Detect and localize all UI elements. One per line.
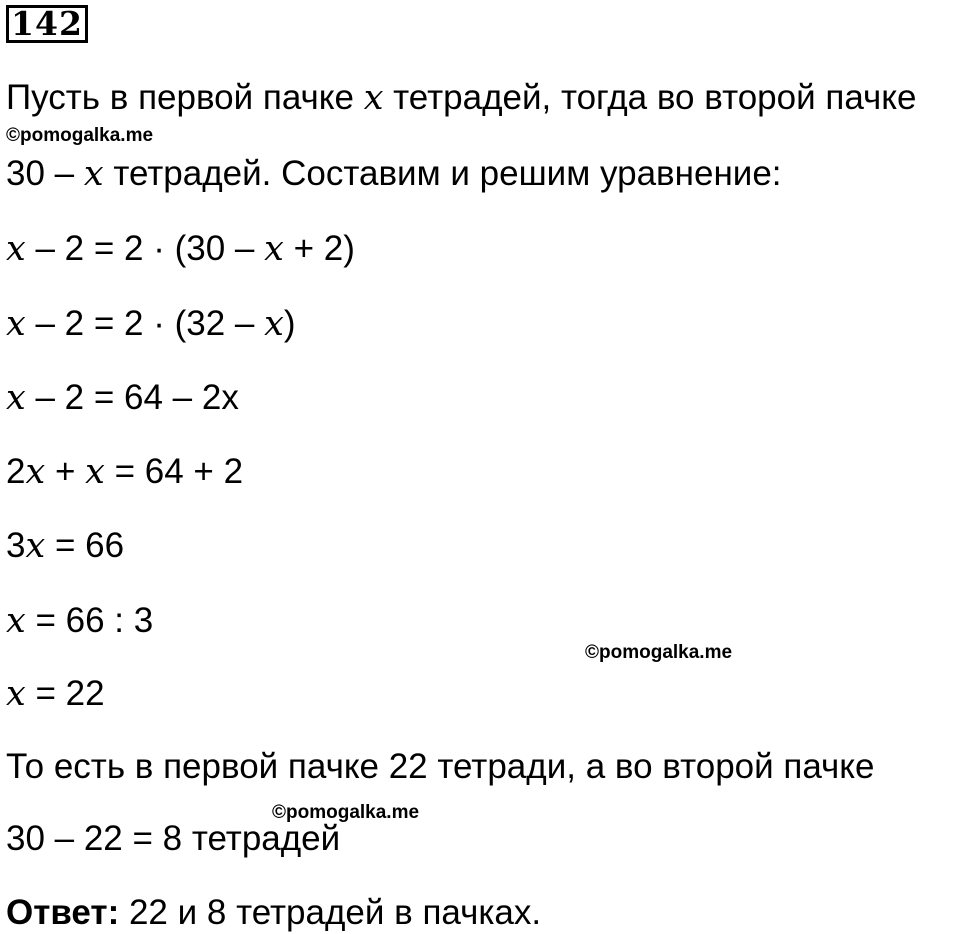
variable-x: x — [25, 452, 46, 492]
text-line-equation-setup: 30 – x тетрадей. Составим и решим уравнение: — [6, 154, 782, 194]
equation-line-2: x – 2 = 2 · (32 – x) — [6, 304, 296, 344]
equation-line-6: x = 66 : 3 — [6, 601, 154, 641]
problem-number: 142 — [6, 5, 88, 43]
variable-x: x — [264, 229, 284, 269]
variable-x: x — [85, 452, 105, 492]
watermark: ©pomogalka.me — [272, 802, 420, 823]
variable-x: x — [25, 526, 46, 566]
answer-label: Ответ: — [6, 893, 120, 932]
variable-x: x — [6, 304, 26, 344]
text-line-second-pack: 30 – 22 = 8 тетрадей — [6, 819, 341, 858]
text-line-intro: Пусть в первой пачке x тетрадей, тогда во второй пачке — [6, 78, 917, 118]
watermark: ©pomogalka.me — [6, 125, 154, 146]
equation-line-1: x – 2 = 2 · (30 – x + 2) — [6, 229, 355, 269]
equation-line-7: x = 22 — [6, 674, 105, 714]
variable-x: x — [6, 601, 26, 641]
answer-text: 22 и 8 тетрадей в пачках. — [119, 893, 542, 932]
watermark: ©pomogalka.me — [585, 642, 733, 663]
text-line-conclusion: То есть в первой пачке 22 тетради, а во второй пачке — [6, 747, 875, 786]
answer-line — [6, 893, 541, 933]
variable-x: x — [6, 378, 26, 418]
variable-x: x — [264, 304, 284, 344]
equation-line-5: 3x = 66 — [6, 526, 125, 566]
variable-x: x — [363, 78, 384, 118]
equation-line-3: x – 2 = 64 – 2x — [6, 378, 239, 418]
variable-x: x — [83, 154, 104, 194]
variable-x: x — [6, 229, 26, 269]
equation-line-4: 2x + x = 64 + 2 — [6, 452, 244, 492]
variable-x: x — [6, 674, 26, 714]
